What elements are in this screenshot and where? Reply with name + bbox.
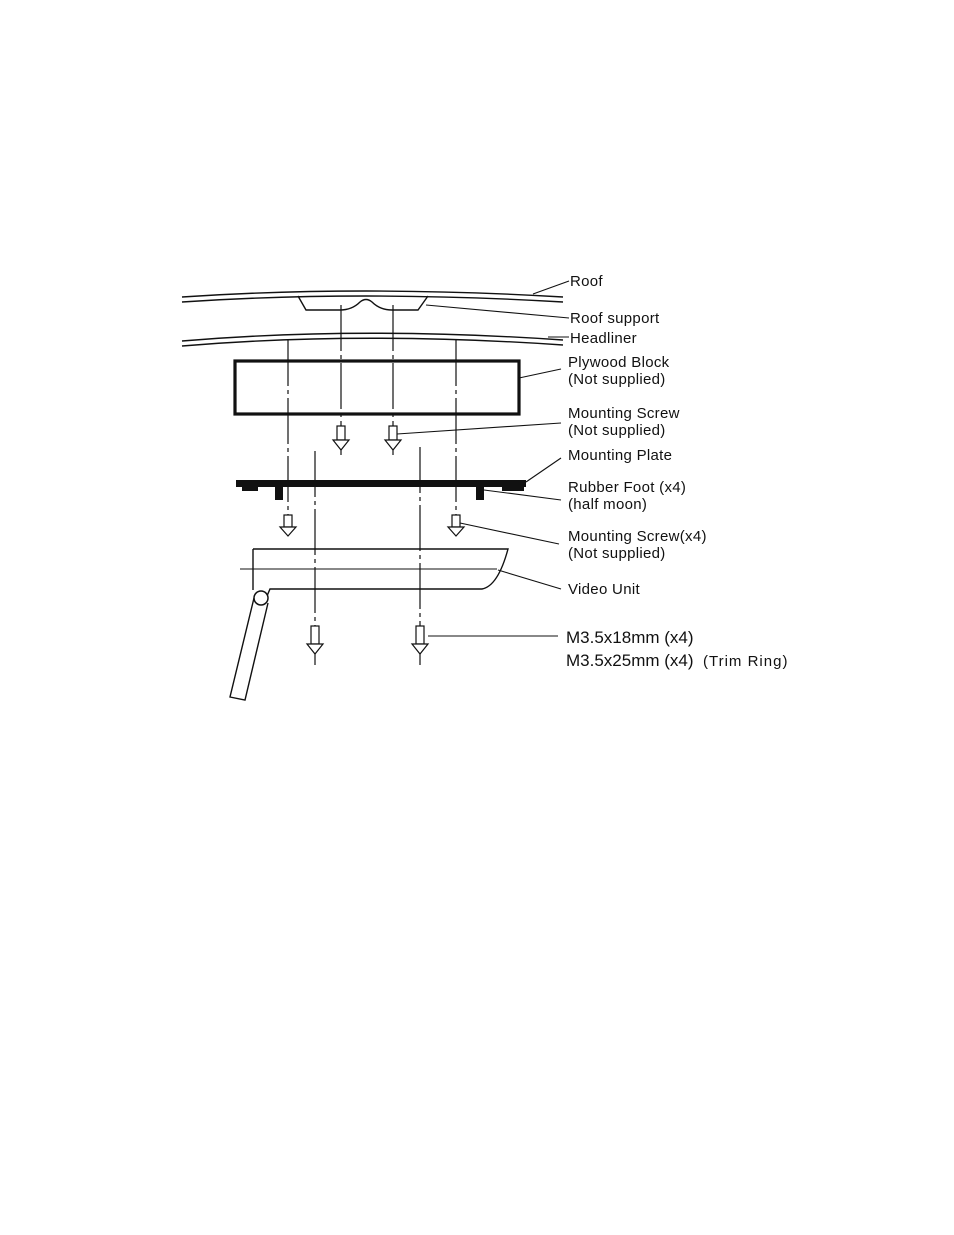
screw-icon	[385, 426, 401, 450]
plywood-block	[235, 361, 519, 414]
label-screw-spec-2-note: (Trim Ring)	[703, 653, 789, 670]
labels	[566, 273, 788, 670]
rubber-feet	[275, 487, 484, 500]
screw-icon	[333, 426, 349, 450]
mounting-screw-lower	[280, 515, 464, 536]
label-roof-support: Roof support	[570, 310, 660, 327]
label-mounting-screw-x4: Mounting Screw(x4)	[568, 528, 707, 545]
label-roof: Roof	[570, 273, 603, 290]
label-screw-spec-1: M3.5x18mm (x4)	[566, 628, 694, 647]
roof-support	[298, 296, 428, 310]
label-plywood-block-note: (Not supplied)	[568, 371, 666, 388]
label-mounting-screw: Mounting Screw	[568, 405, 680, 422]
label-mounting-plate: Mounting Plate	[568, 447, 673, 464]
label-rubber-foot: Rubber Foot (x4)	[568, 479, 687, 496]
label-screw-spec-2: M3.5x25mm (x4)	[566, 651, 694, 670]
video-unit	[230, 549, 508, 700]
label-headliner: Headliner	[570, 330, 637, 347]
label-video-unit: Video Unit	[568, 581, 640, 598]
label-rubber-foot-note: (half moon)	[568, 496, 648, 513]
screw-m35	[307, 626, 428, 654]
screw-icon	[307, 626, 323, 654]
mounting-screw-upper	[333, 426, 401, 450]
label-plywood-block: Plywood Block	[568, 354, 670, 371]
screw-icon	[280, 515, 296, 536]
screw-icon	[412, 626, 428, 654]
label-mounting-screw-x4-note: (Not supplied)	[568, 545, 666, 562]
label-mounting-screw-note: (Not supplied)	[568, 422, 666, 439]
screw-icon	[448, 515, 464, 536]
roof	[182, 291, 563, 302]
headliner	[182, 333, 563, 346]
